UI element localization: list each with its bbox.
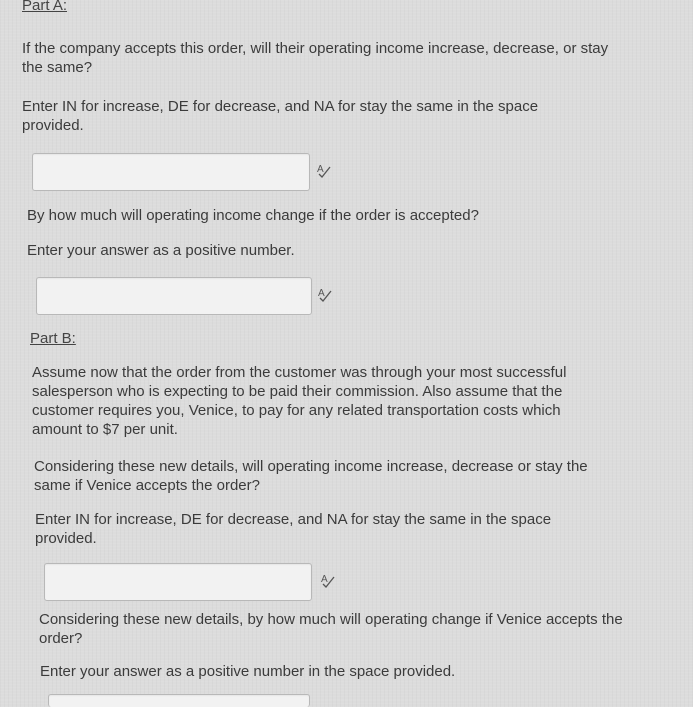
spellcheck-icon[interactable] [317,286,333,302]
part-b-scenario: Assume now that the order from the customer was through your most successful salesperson who is expecting to be paid their commission. Also assume that the customer requires you, Venice, to pay for any related transportation costs which amount to $7 per unit. [32,364,567,438]
part-b-instruction-2: Enter your answer as a positive number in the space provided. [40,663,456,680]
part-a-heading: Part A: [22,0,68,14]
svg-text:A: A [317,164,324,175]
part-a-answer-2-input[interactable] [36,277,312,315]
part-b-answer-1-input[interactable] [44,563,312,601]
svg-text:A: A [318,288,325,299]
spellcheck-icon[interactable] [320,572,336,588]
part-a-instruction-2: Enter your answer as a positive number. [27,242,295,259]
part-b-instruction-1: Enter IN for increase, DE for decrease, and NA for stay the same in the space provided. [35,511,552,547]
part-b-question-1: Considering these new details, will operating income increase, decrease or stay the same if Venice accepts the order? [34,458,588,494]
part-b-answer-2-input[interactable] [48,694,310,707]
svg-text:A: A [321,574,328,585]
spellcheck-icon[interactable] [316,162,332,178]
part-a-answer-1-input[interactable] [32,153,310,191]
part-b-question-2: Considering these new details, by how much will operating change if Venice accepts the order? [39,611,623,647]
part-a-instruction-1: Enter IN for increase, DE for decrease, and NA for stay the same in the space provided. [22,98,539,134]
part-a-question-1: If the company accepts this order, will their operating income increase, decrease, or stay the same? [22,40,609,76]
part-a-question-2: By how much will operating income change if the order is accepted? [27,207,479,224]
part-b-heading: Part B: [30,330,76,347]
